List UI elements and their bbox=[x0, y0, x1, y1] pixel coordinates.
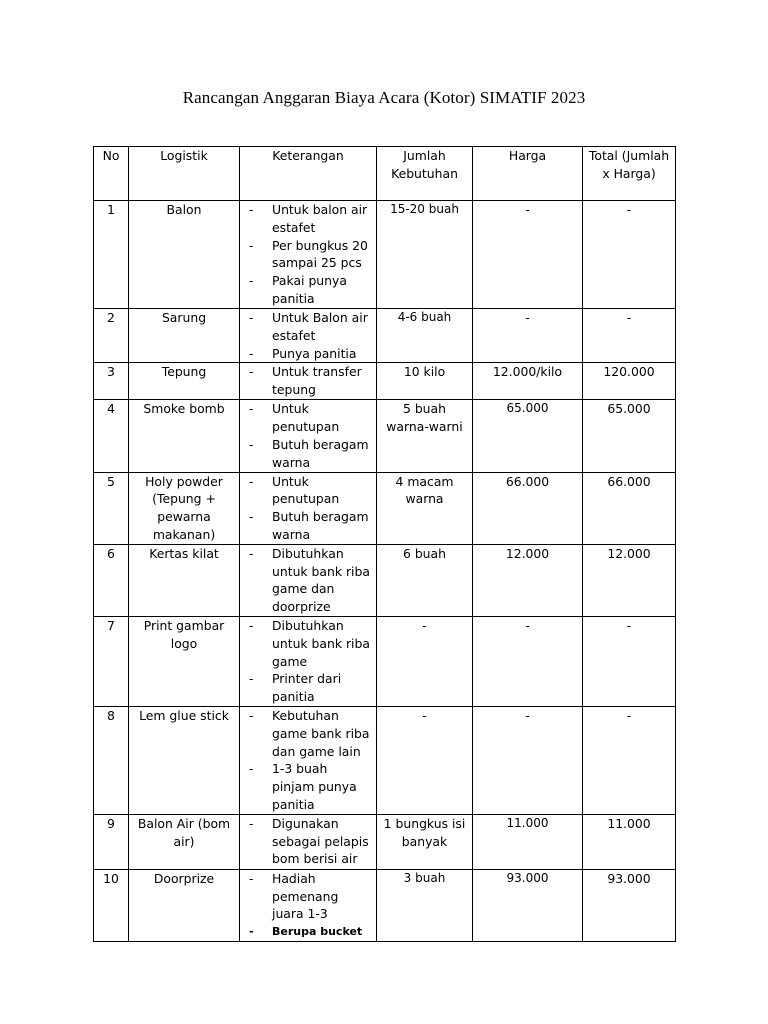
keterangan-item: - Per bungkus 20 sampai 25 pcs bbox=[244, 237, 374, 273]
cell-keterangan bbox=[240, 201, 377, 309]
table-row bbox=[94, 544, 676, 616]
keterangan-item: - Hadiah pemenang juara 1-3 bbox=[244, 870, 374, 923]
cell-no: 8 bbox=[94, 706, 129, 814]
cell-harga: - bbox=[473, 616, 583, 706]
budget-table bbox=[93, 146, 676, 942]
cell-total: - bbox=[583, 706, 676, 814]
keterangan-item: - Untuk penutupan bbox=[244, 400, 374, 436]
cell-jumlah: 4-6 buah bbox=[377, 309, 473, 363]
cell-keterangan bbox=[240, 706, 377, 814]
cell-keterangan bbox=[240, 472, 377, 544]
cell-logistik: Balon Air (bom air) bbox=[129, 814, 240, 869]
cell-no: 1 bbox=[94, 201, 129, 309]
cell-no: 7 bbox=[94, 616, 129, 706]
cell-jumlah: 6 buah bbox=[377, 544, 473, 616]
keterangan-item: - Untuk penutupan bbox=[244, 473, 374, 509]
table-row bbox=[94, 400, 676, 472]
cell-harga: 12.000 bbox=[473, 544, 583, 616]
cell-logistik: Smoke bomb bbox=[129, 400, 240, 472]
cell-logistik: Balon bbox=[129, 201, 240, 309]
keterangan-item: - Untuk balon air estafet bbox=[244, 201, 374, 237]
cell-logistik: Print gambar logo bbox=[129, 616, 240, 706]
cell-harga: 11.000 bbox=[473, 814, 583, 869]
keterangan-item: - Dibutuhkan untuk bank riba game bbox=[244, 617, 374, 670]
cell-total: 93.000 bbox=[583, 869, 676, 941]
header-jumlah: Jumlah Kebutuhan bbox=[377, 147, 473, 201]
cell-total: 12.000 bbox=[583, 544, 676, 616]
table-row bbox=[94, 309, 676, 363]
cell-logistik: Tepung bbox=[129, 363, 240, 400]
cell-harga: - bbox=[473, 309, 583, 363]
keterangan-item: - Punya panitia bbox=[244, 345, 374, 363]
cell-logistik: Doorprize bbox=[129, 869, 240, 941]
header-total: Total (Jumlah x Harga) bbox=[583, 147, 676, 201]
cell-harga: - bbox=[473, 201, 583, 309]
cell-harga: 12.000/kilo bbox=[473, 363, 583, 400]
cell-jumlah: 10 kilo bbox=[377, 363, 473, 400]
cell-keterangan bbox=[240, 869, 377, 941]
table-row bbox=[94, 616, 676, 706]
cell-no: 10 bbox=[94, 869, 129, 941]
cell-jumlah: 4 macam warna bbox=[377, 472, 473, 544]
keterangan-item: - Untuk transfer tepung bbox=[244, 363, 374, 399]
table-row bbox=[94, 706, 676, 814]
cell-jumlah: 15-20 buah bbox=[377, 201, 473, 309]
header-keterangan: Keterangan bbox=[240, 147, 377, 201]
cell-total: 11.000 bbox=[583, 814, 676, 869]
keterangan-item: - 1-3 buah pinjam punya panitia bbox=[244, 760, 374, 813]
cell-logistik: Lem glue stick bbox=[129, 706, 240, 814]
cell-keterangan bbox=[240, 814, 377, 869]
table-row bbox=[94, 814, 676, 869]
header-no: No bbox=[94, 147, 129, 201]
cell-keterangan bbox=[240, 309, 377, 363]
header-logistik: Logistik bbox=[129, 147, 240, 201]
cell-jumlah: - bbox=[377, 706, 473, 814]
cell-no: 4 bbox=[94, 400, 129, 472]
cell-keterangan bbox=[240, 363, 377, 400]
cell-logistik: Holy powder (Tepung + pewarna makanan) bbox=[129, 472, 240, 544]
cell-total: 66.000 bbox=[583, 472, 676, 544]
cell-logistik: Kertas kilat bbox=[129, 544, 240, 616]
cell-harga: 65.000 bbox=[473, 400, 583, 472]
cell-keterangan bbox=[240, 400, 377, 472]
cell-total: - bbox=[583, 616, 676, 706]
cell-keterangan bbox=[240, 544, 377, 616]
cell-no: 2 bbox=[94, 309, 129, 363]
keterangan-item: - Kebutuhan game bank riba dan game lain bbox=[244, 707, 374, 760]
keterangan-item: - Digunakan sebagai pelapis bom berisi air bbox=[244, 815, 374, 868]
cell-keterangan bbox=[240, 616, 377, 706]
cell-total: 65.000 bbox=[583, 400, 676, 472]
keterangan-item: - Butuh beragam warna bbox=[244, 436, 374, 472]
document-title: Rancangan Anggaran Biaya Acara (Kotor) SIMATIF 2023 bbox=[182, 88, 586, 107]
table-header-row bbox=[94, 147, 676, 201]
cell-jumlah: 1 bungkus isi banyak bbox=[377, 814, 473, 869]
cell-jumlah: - bbox=[377, 616, 473, 706]
cell-logistik: Sarung bbox=[129, 309, 240, 363]
cell-harga: 93.000 bbox=[473, 869, 583, 941]
keterangan-item: - Butuh beragam warna bbox=[244, 508, 374, 544]
cell-harga: 66.000 bbox=[473, 472, 583, 544]
cell-no: 3 bbox=[94, 363, 129, 400]
table-row bbox=[94, 869, 676, 941]
keterangan-item: - Printer dari panitia bbox=[244, 670, 374, 706]
cell-no: 6 bbox=[94, 544, 129, 616]
cell-no: 9 bbox=[94, 814, 129, 869]
cell-harga: - bbox=[473, 706, 583, 814]
keterangan-item: - Pakai punya panitia bbox=[244, 272, 374, 308]
keterangan-item: - Dibutuhkan untuk bank riba game dan doorprize bbox=[244, 545, 374, 616]
table-row bbox=[94, 472, 676, 544]
cell-total: - bbox=[583, 201, 676, 309]
table-row bbox=[94, 363, 676, 400]
table-row bbox=[94, 201, 676, 309]
keterangan-item: - Untuk Balon air estafet bbox=[244, 309, 374, 345]
keterangan-item: - Berupa bucket bbox=[244, 923, 374, 941]
cell-jumlah: 3 buah bbox=[377, 869, 473, 941]
cell-no: 5 bbox=[94, 472, 129, 544]
header-harga: Harga bbox=[473, 147, 583, 201]
cell-jumlah: 5 buah warna-warni bbox=[377, 400, 473, 472]
cell-total: - bbox=[583, 309, 676, 363]
cell-total: 120.000 bbox=[583, 363, 676, 400]
